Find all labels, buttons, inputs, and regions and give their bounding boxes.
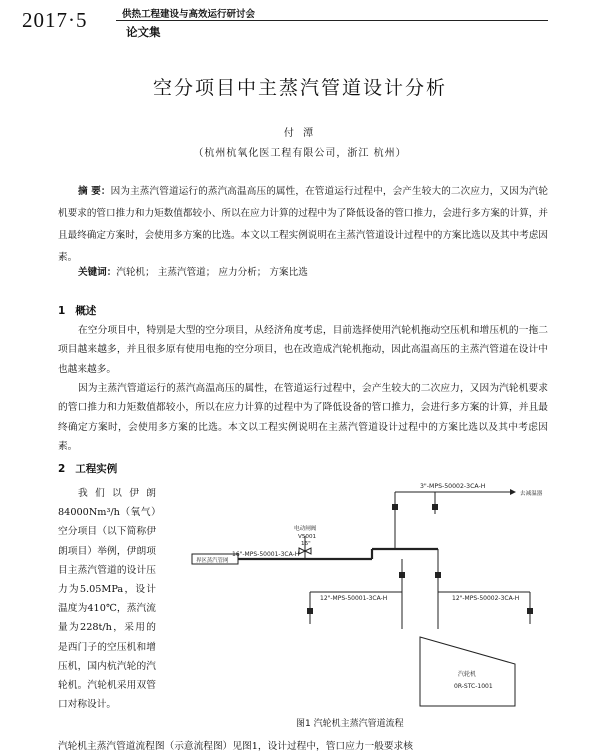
section-2-heading xyxy=(58,461,117,476)
issue-year: 2017·5 xyxy=(22,8,88,32)
right-branch-label: 12"-MPS-50002-3CA-H xyxy=(452,595,520,602)
keywords xyxy=(78,264,308,278)
flow-diagram xyxy=(190,474,560,714)
valve-tag: V5001 xyxy=(298,534,317,540)
paper-title: 空分项目中主蒸汽管道设计分析 xyxy=(152,77,447,99)
main-line-label: 16"-MPS-50001-3CA-H xyxy=(232,551,300,558)
section-1-paragraph-2: 因为主蒸汽管道运行的蒸汽高温高压的属性，在管道运行过程中，会产生较大的二次应力，又因为汽轮机要求的管口推力和力矩数值都较小，所以在应力计算的过程中为了降低设备的管口推力，会进行多方案的计算，并且最终确定方案时，会使用多方案的比选。本文以工程实例说明在主蒸汽管道设计过程中的方案比选以及其中考虑因素。 xyxy=(58,383,548,452)
line-top-label: 3"-MPS-50002-3CA-H xyxy=(420,483,486,490)
keywords-label: 关键词： xyxy=(78,267,117,278)
abstract-text: 因为主蒸汽管道运行的蒸汽高温高压的属性，在管道运行过程中，会产生较大的二次应力，又因为汽轮机要求的管口推力和力矩数值都较小、所以在应力计算的过程中为了降低设备的管口推力，会进行多方案的计算，并且最终确定方案时，会使用多方案的比选。本文以工程实例说明在主蒸汽管道设计过程中的方案比选以及其中考虑因素。 xyxy=(58,186,549,263)
section-1-paragraph-1: 在空分项目中，特别是大型的空分项目，从经济角度考虑，目前选择使用汽轮机拖动空压机和增压机的一拖二项目越来越多，并且很多原有使用电拖的空分项目，也在改造成汽轮机拖动，因此高温高压的主蒸汽管道在设计中也越来越多。 xyxy=(58,325,548,375)
left-branch-label: 12"-MPS-50001-3CA-H xyxy=(320,595,388,602)
section-1-heading xyxy=(58,303,96,318)
section-2-title: 工程实例 xyxy=(75,463,118,475)
continued-text: 汽轮机主蒸汽管道流程图（示意流程图）见图1，设计过程中，管口应力一般要求核 xyxy=(58,741,413,752)
section-1-number: 1 xyxy=(58,305,66,317)
abstract xyxy=(58,181,548,269)
abstract-label: 摘 要： xyxy=(78,186,111,197)
section-2-column-text: 我们以伊朗84000Nm³/h（氧气）空分项目（以下简称伊朗项目）举例，伊朗项目主蒸汽管道的设计压力为5.05MPa，设计温度为410℃，蒸汽流量为228t/h，采用的是西门子的空压机和增压机，国内杭汽轮的汽轮机。汽轮机采用双管口对称设计。 xyxy=(58,488,156,711)
conference-name: 供热工程建设与高效运行研讨会 xyxy=(122,9,256,20)
turbine-tag: 0R-STC-1001 xyxy=(454,683,493,690)
valve-size: 16" xyxy=(301,541,311,547)
affiliation: （杭州杭氧化医工程有限公司，浙江 杭州） xyxy=(193,148,407,159)
figure-caption: 图1 汽轮机主蒸汽管道流程 xyxy=(296,719,404,729)
destination-label: 去减温器 xyxy=(520,491,543,497)
header-rule xyxy=(116,20,548,21)
source-label: 界区蒸汽管网 xyxy=(196,558,229,564)
author: 付 潭 xyxy=(283,128,317,139)
running-header xyxy=(122,6,255,20)
turbine-label: 汽轮机 xyxy=(458,671,477,678)
collection-name: 论文集 xyxy=(126,25,161,39)
section-2-number: 2 xyxy=(58,463,66,475)
valve-label: 电动闸阀 xyxy=(294,526,317,532)
keywords-text: 汽轮机； 主蒸汽管道； 应力分析； 方案比选 xyxy=(116,267,308,278)
section-1-title: 概述 xyxy=(75,305,97,317)
